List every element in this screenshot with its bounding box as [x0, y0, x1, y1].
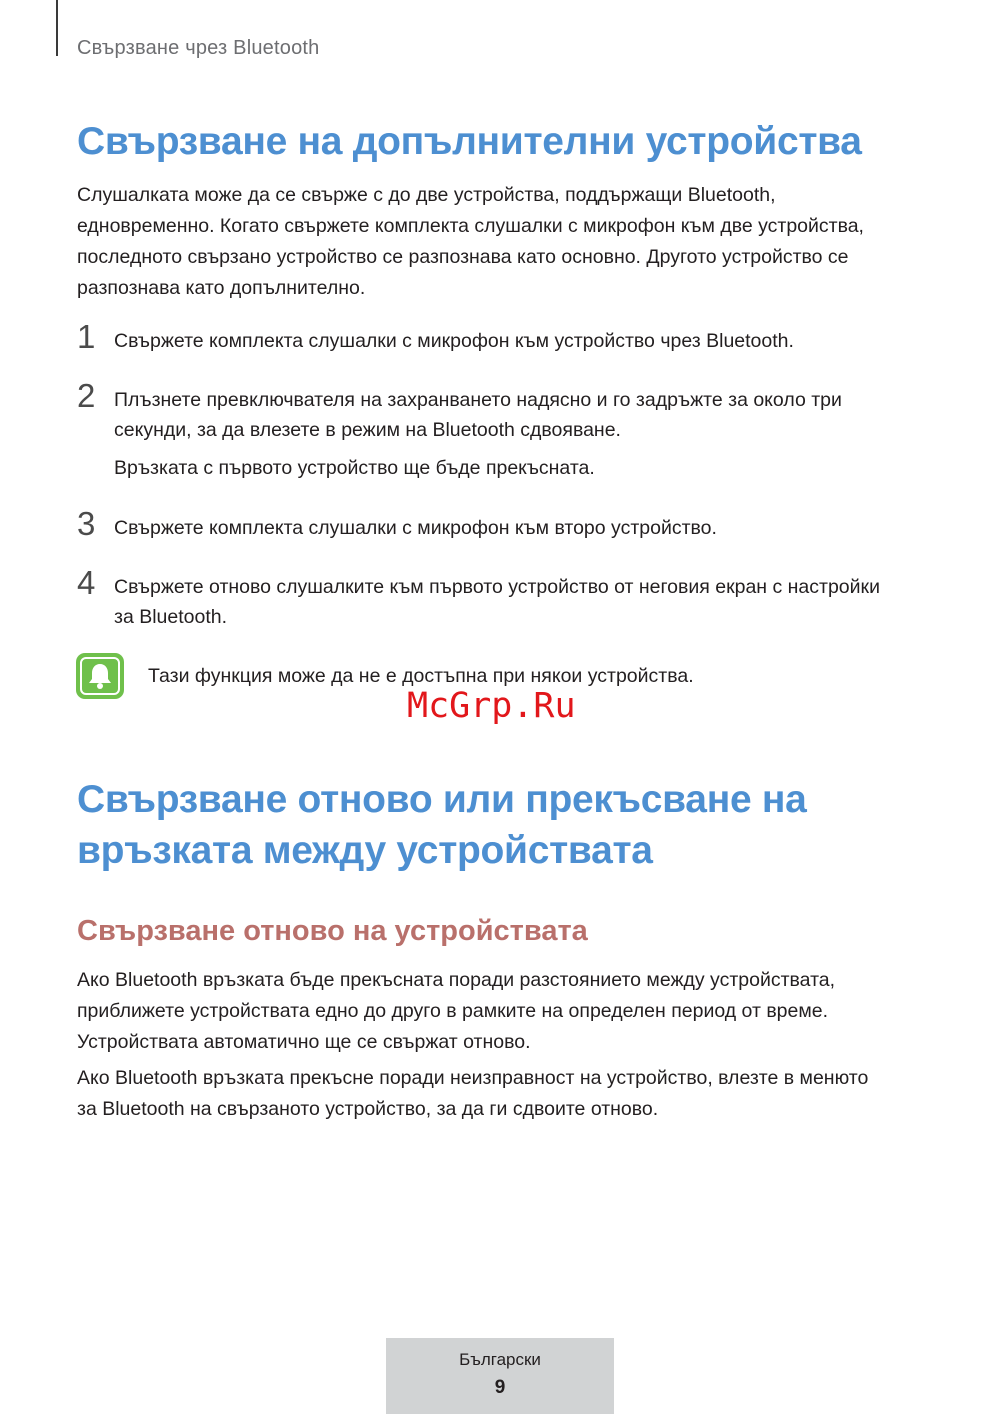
step-text	[114, 572, 937, 632]
step-text	[114, 385, 937, 445]
page-number: 9	[494, 1377, 506, 1398]
section2-paragraph-2	[77, 1063, 937, 1125]
watermark: McGrp.Ru	[407, 686, 576, 726]
section2-title	[77, 774, 807, 876]
intro-line: разпознава като допълнително.	[77, 277, 366, 299]
step-text: Свържете комплекта слушалки с микрофон към устройство чрез Bluetooth.	[114, 330, 794, 352]
section1-title: Свързване на допълнителни устройства	[77, 120, 862, 163]
step-line: Плъзнете превключвателя на захранването надясно и го задръжте за около три	[114, 389, 842, 411]
step-number: 3	[77, 505, 96, 542]
running-head: Свързване чрез Bluetooth	[77, 37, 320, 59]
para-line: Устройствата автоматично ще се свържат отново.	[77, 1031, 531, 1053]
side-rule	[56, 0, 58, 56]
step-1	[77, 318, 937, 356]
footer-language: Български	[459, 1350, 541, 1369]
bell-glyph	[87, 662, 113, 690]
para-line: Ако Bluetooth връзката бъде прекъсната поради разстоянието между устройствата,	[77, 969, 836, 991]
para-line: приближете устройствата едно до друго в рамките на определен период от време.	[77, 1000, 829, 1022]
page-footer	[386, 1338, 614, 1414]
step-number: 1	[77, 318, 96, 355]
section2-paragraph-1	[77, 965, 937, 1058]
bell-icon	[76, 653, 124, 699]
step-text: Свържете комплекта слушалки с микрофон към второ устройство.	[114, 517, 717, 539]
section2-title-line: Свързване отново или прекъсване на	[77, 778, 807, 821]
para-line: за Bluetooth на свързаното устройство, за да ги сдвоите отново.	[77, 1098, 659, 1120]
step-number: 4	[77, 564, 96, 601]
section2-title-line: връзката между устройствата	[77, 829, 653, 872]
step-number: 2	[77, 377, 96, 414]
step-2	[77, 377, 937, 483]
step-line: секунди, за да влезете в режим на Bluetooth сдвояване.	[114, 419, 621, 441]
intro-line: едновременно. Когато свържете комплекта слушалки с микрофон към две устройства,	[77, 215, 864, 237]
intro-line: Слушалката може да се свърже с до две устройства, поддържащи Bluetooth,	[77, 184, 776, 206]
section1-intro	[77, 180, 937, 304]
step-3	[77, 505, 937, 543]
intro-line: последното свързано устройство се разпознава като основно. Другото устройство се	[77, 246, 849, 268]
step-line: Свържете отново слушалките към първото устройство от неговия екран с настройки	[114, 576, 880, 598]
note-text: Тази функция може да не е достъпна при някои устройства.	[148, 665, 694, 687]
step-4	[77, 564, 937, 632]
section2-subtitle: Свързване отново на устройствата	[77, 915, 588, 947]
step-line: за Bluetooth.	[114, 606, 228, 628]
para-line: Ако Bluetooth връзката прекъсне поради неизправност на устройство, влезте в менюто	[77, 1067, 869, 1089]
step-subnote: Връзката с първото устройство ще бъде прекъсната.	[114, 457, 595, 479]
